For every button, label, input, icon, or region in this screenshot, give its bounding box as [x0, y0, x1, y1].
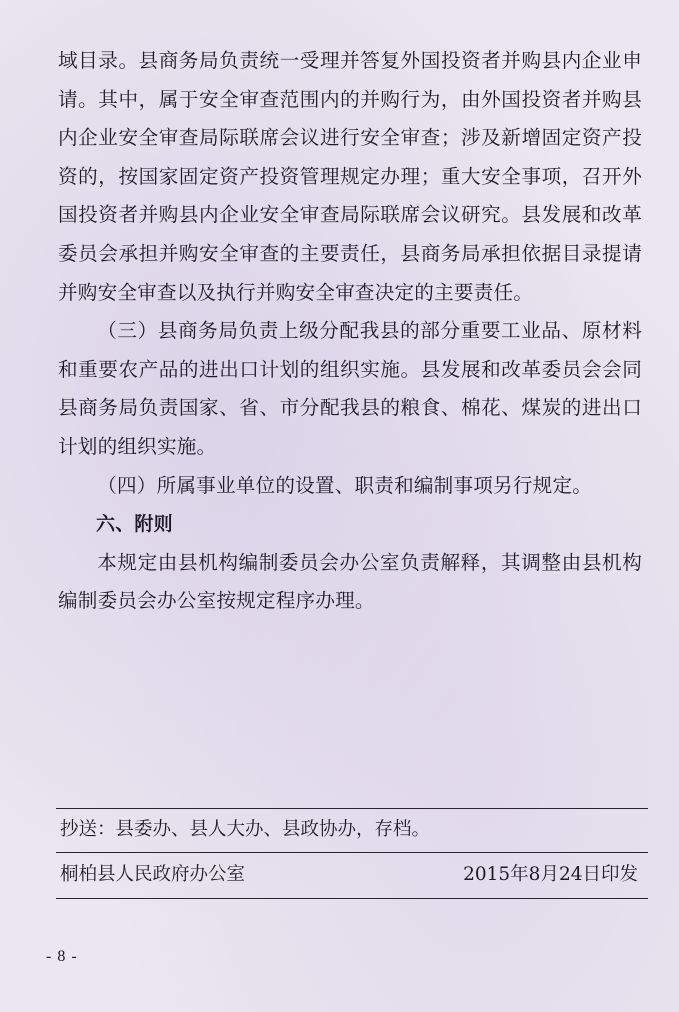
document-body	[58, 42, 642, 621]
paragraph-continued: 域目录。县商务局负责统一受理并答复外国投资者并购县内企业申请。其中，属于安全审查范围内的并购行为，由外国投资者并购县内企业安全审查局际联席会议进行安全审查；涉及新增固定资产投资的，按国家固定资产投资管理规定办理；重大安全事项，召开外国投资者并购县内企业安全审查局际联席会议研究。县发展和改革委员会承担并购安全审查的主要责任，县商务局承担依据目录提请并购安全审查以及执行并购安全审查决定的主要责任。	[58, 49, 642, 304]
issuer-name: 桐柏县人民政府办公室	[60, 864, 246, 885]
page-number: - 8 -	[46, 948, 78, 965]
divider-bottom	[56, 898, 648, 899]
issuer-line	[60, 860, 638, 890]
divider-middle	[56, 852, 648, 853]
divider-top	[56, 808, 648, 809]
section-heading-appendix: 六、附则	[96, 513, 173, 536]
paragraph-closing: 本规定由县机构编制委员会办公室负责解释，其调整由县机构编制委员会办公室按规定程序办理。	[58, 550, 642, 613]
issue-date: 2015年8月24日印发	[463, 864, 638, 885]
paragraph-item-four: （四）所属事业单位的设置、职责和编制事项另行规定。	[97, 473, 593, 497]
paragraph-item-three: （三）县商务局负责上级分配我县的部分重要工业品、原材料和重要农产品的进出口计划的组织实施。县发展和改革委员会会同县商务局负责国家、省、市分配我县的粮食、棉花、煤炭的进出口计划的组织实施。	[58, 319, 642, 458]
cc-line: 抄送：县委办、县人大办、县政协办，存档。	[60, 819, 431, 840]
